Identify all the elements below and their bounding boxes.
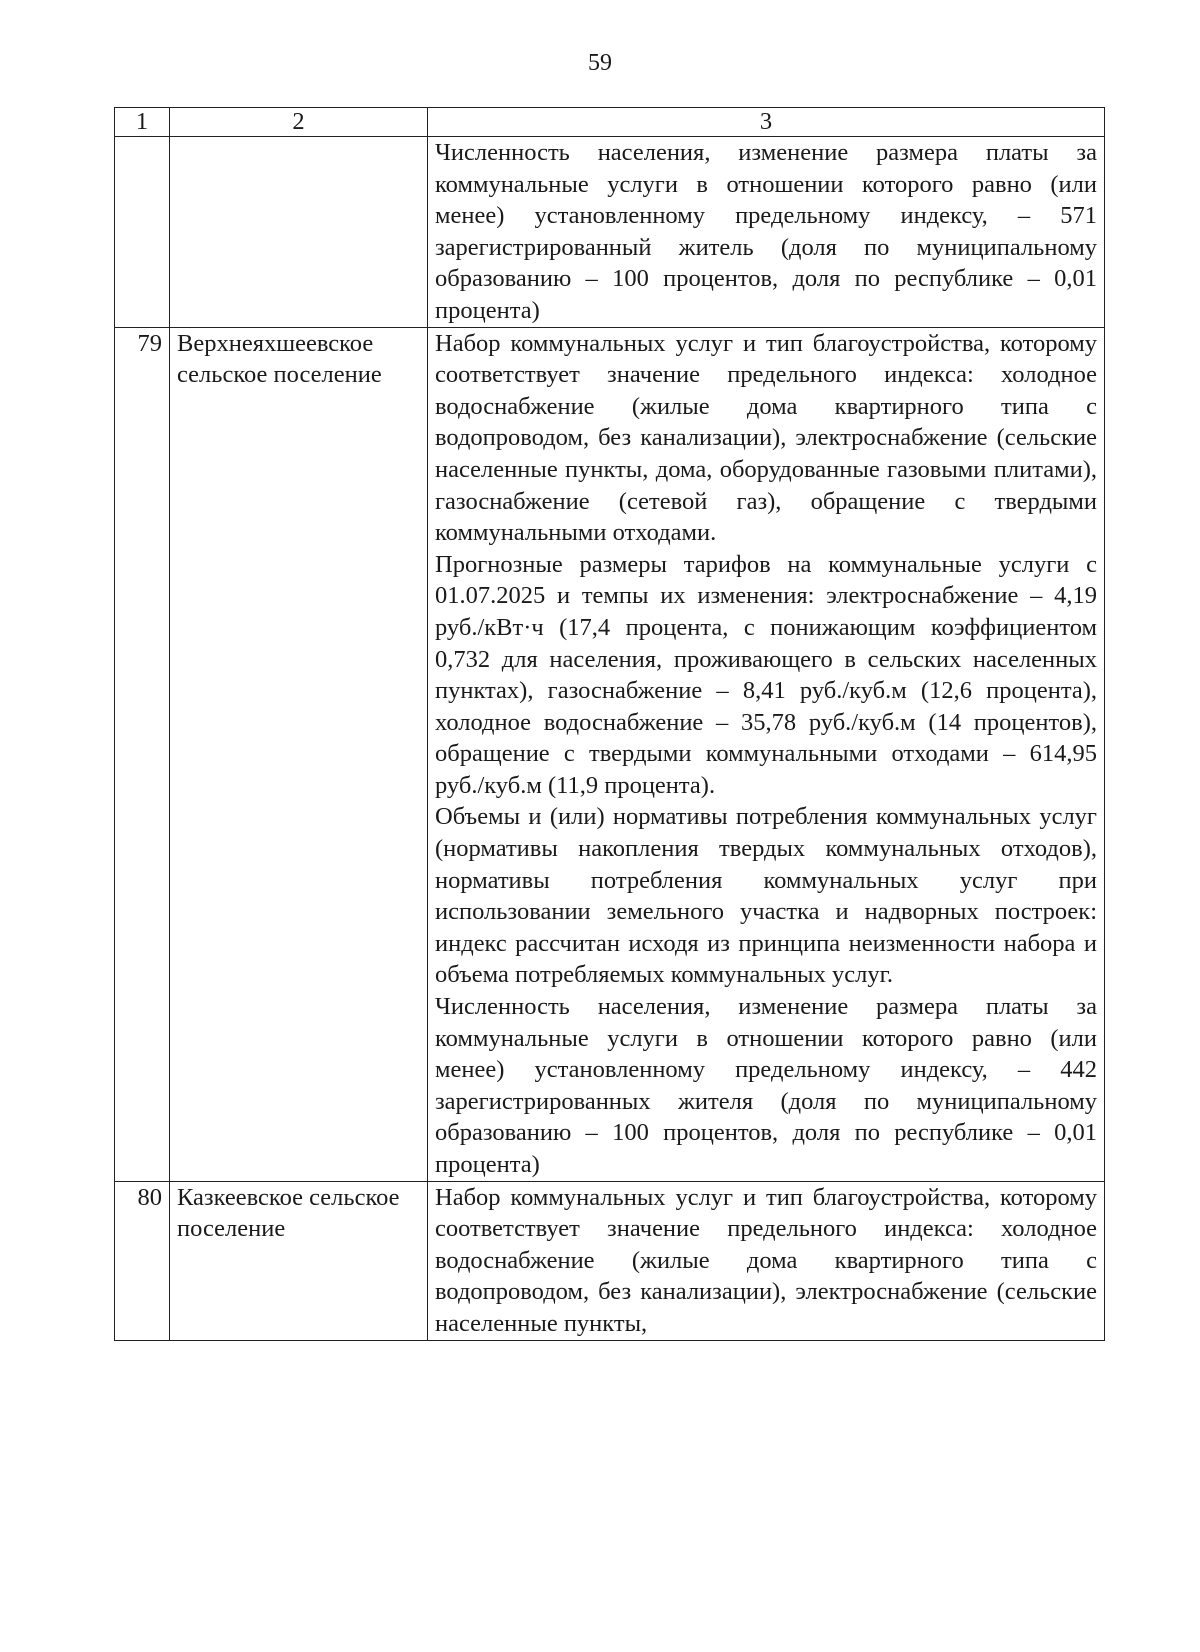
column-header: 2 [170, 108, 428, 137]
row-number: 79 [115, 327, 170, 1181]
page-number: 59 [588, 50, 612, 76]
description-paragraph: Набор коммунальных услуг и тип благоустройства, которому соответствует значение предельного индекса: холодное водоснабжение (жилые дома квартирного типа с водопроводом, без канализации), электроснабжение (сельские населенные пункты, дома, оборудованные газовыми плитами), газоснабжение (сетевой газ), обращение с твердыми коммунальными отходами. [435, 329, 1097, 547]
row-number [115, 137, 170, 328]
description-paragraph: Набор коммунальных услуг и тип благоустройства, которому соответствует значение предельного индекса: холодное водоснабжение (жилые дома квартирного типа с водопроводом, без канализации), электроснабжение (сельские населенные пункты, [435, 1183, 1097, 1337]
description-paragraph: Прогнозные размеры тарифов на коммунальные услуги с 01.07.2025 и темпы их изменения: электроснабжение – 4,19 руб./кВт·ч (17,4 процента, с понижающим коэффициентом 0,732 для населения, проживающего в сельских населенных пунктах), газоснабжение – 8,41 руб./куб.м (12,6 процента), холодное водоснабжение – 35,78 руб./куб.м (14 процентов), обращение с твердыми коммунальными отходами – 614,95 руб./куб.м (11,9 процента). [435, 550, 1097, 799]
table-header-row [115, 108, 1105, 137]
tariff-table [114, 107, 1105, 1341]
row-description [428, 327, 1105, 1181]
table-row [115, 137, 1105, 328]
description-paragraph: Численность населения, изменение размера платы за коммунальные услуги в отношении которого равно (или менее) установленному предельному индексу, – 571 зарегистрированный житель (доля по муниципальному образованию – 100 процентов, доля по республике – 0,01 процента) [435, 139, 1097, 324]
table-row [115, 327, 1105, 1181]
row-description [428, 137, 1105, 328]
row-description [428, 1181, 1105, 1340]
municipality-name: Казкеевское сельское поселение [170, 1181, 428, 1340]
table-row [115, 1181, 1105, 1340]
municipality-name [170, 137, 428, 328]
row-number: 80 [115, 1181, 170, 1340]
description-paragraph: Объемы и (или) нормативы потребления коммунальных услуг (нормативы накопления твердых коммунальных отходов), нормативы потребления коммунальных услуг при использовании земельного участка и надворных построек: индекс рассчитан исходя из принципа неизменности набора и объема потребляемых коммунальных услуг. [435, 803, 1097, 989]
municipality-name: Верхнеяхшеевское сельское поселение [170, 327, 428, 1181]
column-header: 1 [115, 108, 170, 137]
column-header: 3 [428, 108, 1105, 137]
description-paragraph: Численность населения, изменение размера платы за коммунальные услуги в отношении которого равно (или менее) установленному предельному индексу, – 442 зарегистрированных жителя (доля по муниципальному образованию – 100 процентов, доля по республике – 0,01 процента) [435, 993, 1097, 1178]
